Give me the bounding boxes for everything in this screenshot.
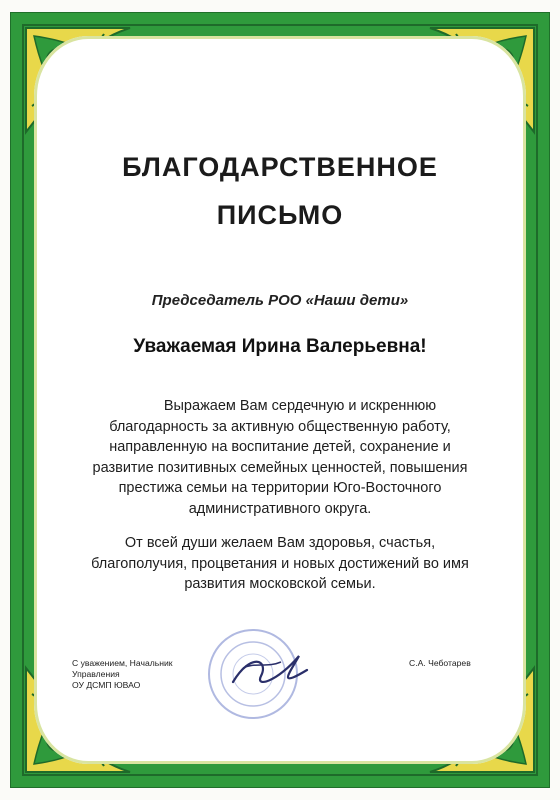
- addressee-line: Председатель РОО «Наши дети»: [151, 292, 409, 309]
- title-line-1: БЛАГОДАРСТВЕННОЕ: [122, 152, 438, 182]
- gratitude-text: Выражаем Вам сердечную и искреннюю благодарность за активную общественную работу, направленную на воспитание детей, сохранение и развитие позитивных семейных ценностей, повышения престижа семьи на территории Юго-Восточного административного округа.: [92, 398, 468, 517]
- signature-block-left: [72, 658, 202, 691]
- round-seal-icon: [203, 622, 317, 722]
- signature-regards: С уважением, Начальник: [72, 658, 173, 668]
- greeting-line: Уважаемая Ирина Валерьевна!: [133, 336, 427, 357]
- signatory-name: С.А. Чеботарев: [409, 658, 471, 668]
- wishes-paragraph: От всей души желаем Вам здоровья, счастья, благополучия, процветания и новых достижений во имя развития московской семьи.: [91, 535, 469, 592]
- title-line-2: ПИСЬМО: [216, 200, 344, 230]
- signature-department: Управления: [72, 669, 120, 679]
- signature-organization: ОУ ДСМП ЮВАО: [72, 680, 141, 690]
- gratitude-paragraph: [86, 396, 474, 519]
